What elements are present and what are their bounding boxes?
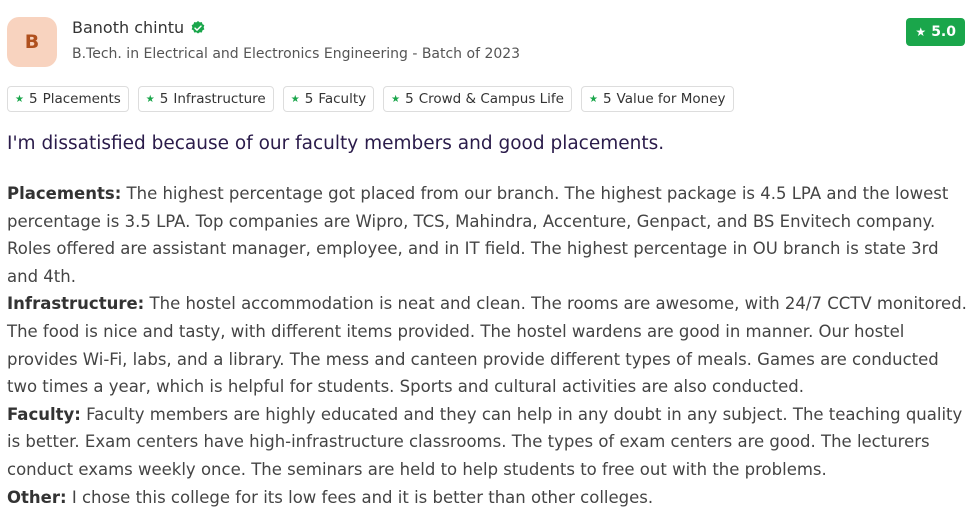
rating-chip-infrastructure	[138, 86, 274, 112]
chip-value: 5	[159, 91, 169, 107]
chip-label: Infrastructure	[173, 91, 266, 107]
overall-rating-badge	[906, 18, 965, 46]
review-section-infrastructure	[7, 290, 969, 400]
rating-chip-faculty	[283, 86, 374, 112]
verified-badge-icon	[190, 20, 206, 36]
section-key: Other:	[7, 487, 67, 507]
avatar: B	[7, 17, 57, 67]
review-section-placements	[7, 180, 969, 290]
rating-chips	[7, 86, 734, 112]
overall-rating-value: 5.0	[931, 24, 956, 40]
chip-value: 5	[405, 91, 414, 107]
review-headline: I'm dissatisfied because of our faculty members and good placements.	[7, 133, 665, 154]
review-body	[7, 180, 969, 511]
rating-chip-crowd-campus-life	[383, 86, 572, 112]
rating-chip-value-for-money	[581, 86, 734, 112]
section-text: The hostel accommodation is neat and clean. The rooms are awesome, with 24/7 CCTV monitored. The food is nice and tasty, with different items provided. The hostel wardens are good in manner. Our hostel provides Wi-Fi, labs, and a library. The mess and canteen provide different types of meals. Games are conducted two times a year, which is helpful for students. Sports and cultural activities are also conducted.	[7, 294, 967, 397]
section-key: Faculty:	[7, 404, 81, 424]
star-icon: ★	[391, 93, 401, 105]
reviewer-name-row	[72, 18, 206, 37]
chip-label: Placements	[42, 91, 121, 107]
section-text: I chose this college for its low fees and it is better than other colleges.	[71, 487, 654, 507]
section-key: Infrastructure:	[7, 294, 145, 314]
review-section-other	[7, 484, 969, 512]
section-text: Faculty members are highly educated and they can help in any doubt in any subject. The teaching quality is better. Exam centers have high-infrastructure classrooms. The types of exam centers are good. The lecturers conduct exams weekly once. The seminars are held to help students to free out with the problems.	[7, 404, 963, 479]
star-icon: ★	[915, 25, 927, 39]
reviewer-name[interactable]: Banoth chintu	[72, 18, 185, 37]
rating-chip-placements	[7, 86, 129, 112]
chip-value: 5	[28, 91, 38, 107]
chip-value: 5	[602, 91, 612, 107]
chip-label: Value for Money	[616, 91, 726, 107]
review-section-faculty	[7, 401, 969, 484]
star-icon: ★	[588, 93, 598, 105]
chip-label: Faculty	[318, 91, 367, 107]
section-key: Placements:	[7, 184, 122, 203]
section-text: The highest percentage got placed from our branch. The highest package is 4.5 LPA and the lowest percentage is 3.5 LPA. Top companies are Wipro, TCS, Mahindra, Accenture, Genpact, and BS Envitech company. Roles offered are assistant manager, employee, and in IT field. The highest percentage in OU branch is state 3rd and 4th.	[7, 184, 949, 286]
star-icon: ★	[290, 93, 300, 105]
chip-value: 5	[304, 91, 314, 107]
star-icon: ★	[15, 93, 24, 105]
star-icon: ★	[145, 93, 155, 105]
chip-label: Crowd & Campus Life	[418, 91, 564, 107]
reviewer-course: B.Tech. in Electrical and Electronics Engineering - Batch of 2023	[72, 46, 521, 62]
